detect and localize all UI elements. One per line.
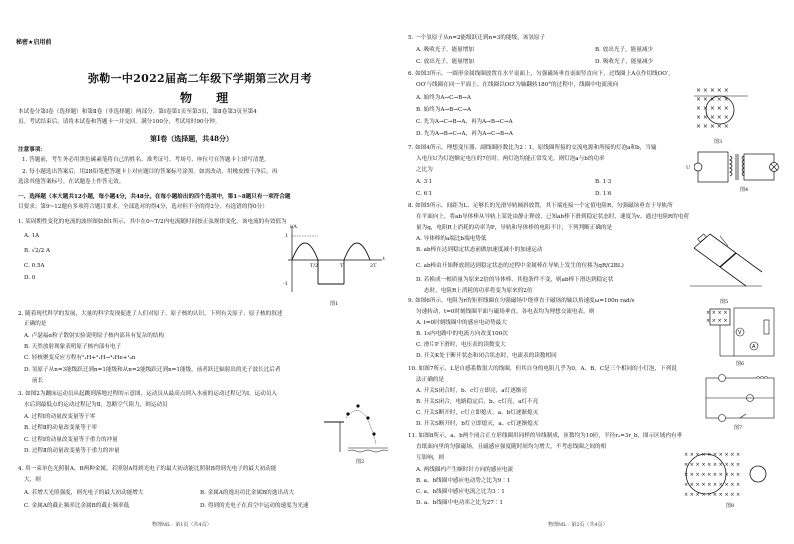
fig6-label: 图6	[736, 361, 745, 367]
note-2: 2. 每小题选出答案后，用2B铅笔把答题卡上对应题目的答案标号涂黑。如需改动，用橡皮擦干净后，再	[22, 169, 278, 175]
q3-option-c: C. 过程Ⅰ的动量改变量等于重力的冲量	[24, 437, 118, 443]
q6-option-b: B. 始终为A→B→C→A	[416, 107, 471, 113]
fig5-label: 图5	[720, 299, 729, 305]
q2-option-a: A. 卢瑟福α粒子散射实验说明原子核内部具有复杂的结构	[24, 333, 165, 339]
q7-option-d: D. 1∶6	[595, 191, 612, 197]
svg-text:× × × × ×: × × × × ×	[696, 96, 729, 103]
svg-text:× × × × ×: × × × × ×	[696, 105, 729, 112]
q3-option-b: B. 过程Ⅱ的动量改变量等于零	[24, 425, 98, 431]
svg-text:× × × × × × × × × ×: × × × × × × × × × ×	[684, 492, 741, 498]
svg-text:V: V	[738, 330, 742, 336]
q10-stem-1: 10. 如图7所示，L是自感系数很大的线圈，但其自身的电阻几乎为0，A、B、C是三个相同的小灯泡，下列说	[408, 366, 677, 372]
q7-stem-3: 之比为	[416, 167, 433, 173]
q5-stem: 5. 一个氢原子从n=2能级跃迁到n=3的能级，该氢原子	[408, 35, 546, 41]
q4-option-a: A. 若增大光照强度，则光电子的最大初动能增大	[24, 490, 144, 496]
q7-option-a: A. 3∶1	[416, 179, 433, 185]
svg-text:× × × ×: × × × ×	[706, 318, 728, 324]
q1-stem: 1. 某周期性变化的电流的波形图如图1所示，其中在0~T/2内电流随时间按正弦规律变化，该电流的有效值为	[18, 219, 287, 225]
q4-option-b: B. 金属A的逸出功比金属B的逸出功大	[200, 490, 295, 496]
q1-option-a: A. 1A	[24, 233, 40, 239]
svg-text:× × × × × × × × × ×: × × × × × × × × × ×	[684, 472, 741, 478]
q11-option-a: A. 两线圈内产生顺时针方向的感应电流	[416, 467, 514, 473]
figure-6	[704, 306, 780, 362]
fig4-label: 图4	[740, 187, 749, 193]
svg-text:× × × × ×: × × × × ×	[696, 87, 729, 94]
q11-option-d: D. a、b线圈中电功率之比为27∶1	[416, 500, 503, 506]
svg-text:× × × ×: × × × ×	[706, 310, 728, 316]
footer-right: 物理ML · 第2页（共4页）	[548, 522, 608, 528]
svg-text:× × × × × × × × × ×: × × × × × × × × × ×	[684, 452, 741, 458]
fig1-x-axis: t	[383, 256, 386, 262]
q8-option-d: D. 若换成一根质量为原来2倍的导体棒，其他条件不变，则ab棒下滑达到稳定状	[416, 277, 614, 283]
q4-option-c: C. 金属A的截止频率比金属B的截止频率低	[24, 503, 130, 509]
q9-option-d: D. 开关K处于断开状态和闭合状态时，电流表的读数相同	[416, 353, 557, 359]
q11-stem-2: 直纸面向里的匀强磁场，且磁感应强度随时间均匀增大，不考虑线圈之间的相	[416, 444, 607, 450]
figure-7	[700, 374, 780, 426]
q4-stem-1: 4. 用一束单色光照射A、B两种金属，若照射A得到光电子的最大初动能比照射B得到光电子的最大初动能	[18, 466, 277, 472]
q10-option-d: D. 开关S断开时，b灯立即熄灭，a、c灯逐渐熄灭	[416, 421, 539, 427]
q9-option-c: C. 滑片P下滑时，电压表的读数变大	[416, 342, 506, 348]
q2-stem-2: 正确的是	[24, 321, 47, 327]
q6-stem-2: OO′与线圈在同一平面上。在线圈以OO′为轴翻转180°的过程中，线圈中电流流向	[416, 82, 619, 88]
fig4-u: U	[686, 165, 691, 171]
fig3-label: 图3	[714, 139, 723, 145]
section-title: 一、选择题（本大题共12小题，每小题4分，共48分。在每小题给出的四个选项中，第1~8题只有一项符合题	[18, 194, 291, 200]
q9-stem-2: 匀速转动，t=0时刻线圈平面与磁场垂直，各电表均为理想交流电表，则	[416, 309, 595, 315]
figure-3	[692, 82, 752, 138]
figure-4	[694, 146, 782, 192]
q2-option-b: B. 天然放射现象表明原子核内部有电子	[24, 344, 122, 350]
q6-stem-1: 6. 如图3所示，一圆形金属线圈放置在水平桌面上，匀强磁场垂直桌面竖直向下，过线圈上A点作切线OO′，	[408, 71, 674, 77]
q10-option-a: A. 开关S闭合时，b、c灯立即亮，a灯逐渐亮	[416, 388, 527, 394]
q11-option-b: B. a、b线圈中感应电动势之比为9∶1	[416, 478, 511, 484]
q10-stem-2: 法正确的是	[416, 377, 444, 383]
fig1-tick-4: 2T	[370, 263, 377, 269]
q4-stem-2: 大，则	[24, 477, 41, 483]
fig1-tick-1: T/2	[310, 263, 319, 269]
intro-line-1: 本试卷分第Ⅰ卷（选择题）和第Ⅱ卷（非选择题）两部分。第Ⅰ卷第1页至第3页，第Ⅱ卷第3页至第4	[18, 109, 257, 115]
fig1-y-top: 1	[285, 233, 289, 239]
q7-stem-1: 7. 如图4所示，理想变压器、副线圈匝数比为2∶1，原线圈所接的交流电源和所接的灯泡a和b，当输	[408, 145, 657, 151]
svg-text:× × × × ×: × × × × ×	[696, 114, 729, 121]
q2-option-c: C. 轻核聚变反应方程有²₁H+³₁H→⁴₂He+¹₀n	[24, 355, 136, 361]
q10-option-b: B. 开关S闭合，电路稳定后，b、c灯亮，a灯不亮	[416, 399, 539, 405]
q5-option-a: A. 吸收光子，能量增加	[416, 47, 474, 53]
footer-left: 物理ML · 第1页（共4页）	[152, 522, 212, 528]
secret-label: 秘密★启用前	[16, 39, 52, 46]
q8-option-c: C. ab棒由开始释放到达到稳定状态的过程中金属棒在导轨上发生的位移为qR/(2BL)	[416, 263, 624, 269]
fig1-tick-2: T	[340, 263, 344, 269]
q9-stem-1: 9. 如图6所示，电阻为r的矩形线圈在匀强磁场中绕垂直于磁场的轴以角速度ω=100π rad/s	[408, 298, 635, 304]
q8-stem-3: 量为q，电阻R上消耗的功率为P，导轨和导体棒的电阻不计，下列判断正确的是	[416, 225, 613, 231]
exam-subject: 物 理	[180, 91, 239, 105]
q3-stem-1: 3. 如图2为蹦床运动员从起跳到落地过程的示意图，运动员从最高点到入水前的运动过程记为Ⅰ，运动员入	[18, 391, 278, 397]
q3-option-a: A. 过程Ⅰ的动量改变量等于零	[24, 414, 96, 420]
q1-option-b: B. √2/2 A	[24, 248, 51, 254]
q2-stem-1: 2. 随着现代科学的发展，大量的科学发现促进了人们对原子、原子核的认识，下列有关原子、原子核的叙述	[18, 311, 283, 317]
q11-stem-3: 互影响，则	[416, 455, 444, 461]
q6-option-c: C. 先为A→C→B→A，再为A→B→C→A	[416, 119, 513, 125]
figure-8	[682, 448, 782, 502]
q7-stem-2: 入电压U为灯泡额定电压的7倍时，两灯泡均能正常发光。则灯泡a与b的功率	[416, 156, 605, 162]
q6-option-a: A. 始终为A→C→B→A	[416, 95, 471, 101]
figure-2	[318, 400, 390, 460]
q5-option-d: D. 吸收光子，能量减少	[595, 59, 654, 65]
q5-option-c: C. 放出光子，能量增加	[416, 59, 474, 65]
q10-option-c: C. 开关S断开时，c灯立即熄灭，a、b灯逐渐熄灭	[416, 410, 539, 416]
intro-line-2: 页。考试结束后，请将本试卷和答题卡一并交回。满分100分，考试用时90分钟。	[18, 119, 221, 125]
notes-title: 注意事项：	[18, 147, 46, 153]
fig7-label: 图7	[734, 425, 743, 431]
q3-stem-2: 水后到最低点的运动过程记为Ⅱ，忽略空气阻力，则运动员	[24, 402, 168, 408]
q8-stem-2: 在平面向上，将ab导体棒从导轨上某处由静止释放，已知ab棒下滑到稳定状态时，速度为v，通过电阻R的电荷	[416, 214, 689, 220]
q4-option-d: D. 得到的光电子在真空中运动的速度为光速	[200, 503, 309, 509]
q1-option-c: C. 0.5A	[24, 263, 45, 269]
q8-option-d-2: 态时，电阻R上消耗的功率将变为原来的2倍	[424, 288, 533, 294]
q8-option-b: B. ab棒在达到稳定状态前做加速度减小的加速运动	[416, 247, 543, 253]
note-3: 选涂其他答案标号。在试题卷上作答无效。	[18, 179, 125, 185]
fig1-y-bottom: -1	[283, 281, 288, 287]
part1-title: 第Ⅰ卷（选择题，共48分）	[150, 134, 234, 143]
q11-option-c: C. a、b线圈中感应电流之比为3∶1	[416, 489, 505, 495]
fig2-label: 图2	[356, 459, 365, 465]
svg-text:× × × × ×: × × × × ×	[696, 123, 729, 130]
q9-option-b: B. 1s内电路中的电流方向改变100次	[416, 331, 508, 337]
svg-text:× × × × × × × × × ×: × × × × × × × × × ×	[684, 482, 741, 488]
q8-stem-1: 8. 如图5所示，间距为L、足够长的光滑导轨倾斜放置，其下端连接一个定值电阻R，匀强磁场垂直于导轨所	[408, 203, 673, 209]
fig1-label: 图1	[330, 301, 339, 307]
svg-text:A: A	[752, 344, 756, 350]
q6-option-d: D. 先为A→B→C→A，再为A→C→B→A	[416, 131, 513, 137]
q11-stem-1: 11. 如图8所示，a、b两个闭合正方形线圈用同样的导线制成，匝数均为10匝，半径rₐ=3r_b，图示区域内有垂	[408, 433, 683, 439]
q7-option-c: C. 6∶1	[416, 191, 433, 197]
figure-5	[684, 228, 768, 298]
q8-option-a: A. 导体棒的a端比b端电势低	[416, 236, 487, 242]
svg-text:× × × × × × × × × ×: × × × × × × × × × ×	[684, 462, 741, 468]
fig8-label: 图8	[726, 503, 735, 509]
q5-option-b: B. 放出光子，能量减少	[595, 47, 654, 53]
q1-option-d: D. 0	[24, 275, 36, 281]
fig1-y-axis: i/A	[290, 224, 297, 230]
section-title-2: 目要求；第9~12题有多项符合题目要求，全部选对的得4分，选对但不全的得2分，有选错的得0分）	[18, 204, 268, 210]
q2-option-d-2: 前长	[32, 378, 44, 384]
q3-option-d: D. 过程Ⅱ的动量改变量等于重力的冲量	[24, 448, 120, 454]
exam-title: 弥勒一中2022届高二年级下学期第三次月考	[88, 72, 312, 85]
q9-option-a: A. t=0时刻线圈中的感应电动势最大	[416, 320, 507, 326]
q2-option-d: D. 氢原子从n=3能级跃迁到n=1能级和从n=2能级跃迁到n=1能级，前者跃迁辐射出的光子波长比后者	[24, 367, 281, 373]
q7-option-b: B. 1∶3	[595, 179, 612, 185]
note-1: 1. 答题前，考生务必用黑色碳素笔将自己的姓名、准考证号、考场号、座位号在答题卡上填写清楚。	[22, 157, 270, 163]
